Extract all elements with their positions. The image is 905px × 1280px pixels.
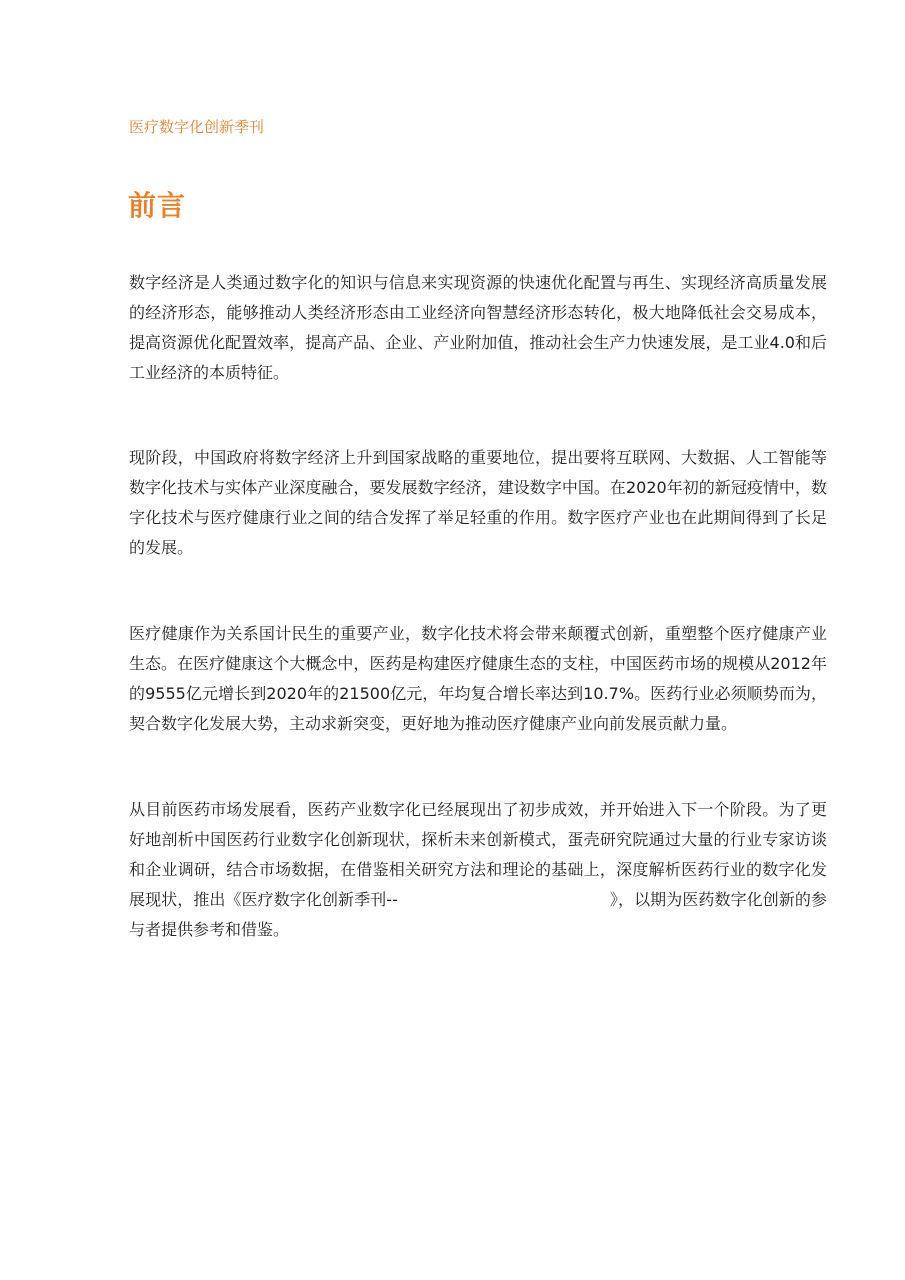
- section-title: 前言: [128, 189, 187, 222]
- paragraph-block-3: [129, 619, 827, 739]
- paragraph-text-before-gap: 从目前医药市场发展看，医药产业数字化已经展现出了初步成效，并开始进入下一个阶段。为了更好地剖析中国医药行业数字化创新现状，探析未来创新模式，蛋壳研究院通过大量的行业专家访谈和企业调研，结合市场数据，在借鉴相关研究方法和理论的基础上，深度解析医药行业的数字化发展现状，推出《医疗数字化创新季刊--: [129, 800, 827, 909]
- paragraph-block-2: [129, 443, 827, 563]
- paragraph: 医疗健康作为关系国计民生的重要产业，数字化技术将会带来颠覆式创新，重塑整个医疗健康产业生态。在医疗健康这个大概念中，医药是构建医疗健康生态的支柱，中国医药市场的规模从2012年的9555亿元增长到2020年的21500亿元，年均复合增长率达到10.7%。医药行业必须顺势而为，契合数字化发展大势，主动求新突变，更好地为推动医疗健康产业向前发展贡献力量。: [129, 624, 827, 733]
- paragraph-block-1: [129, 268, 827, 388]
- paragraph: [129, 795, 827, 945]
- paragraph-text-after-gap: 》，以期为医药数字化创新的参与者提供参考和借鉴。: [129, 890, 827, 939]
- paragraph: 现阶段，中国政府将数字经济上升到国家战略的重要地位，提出要将互联网、大数据、人工智能等数字化技术与实体产业深度融合，要发展数字经济，建设数字中国。在2020年初的新冠疫情中，数字化技术与医疗健康行业之间的结合发挥了举足轻重的作用。数字医疗产业也在此期间得到了长足的发展。: [129, 448, 827, 557]
- running-header: 医疗数字化创新季刊: [129, 118, 265, 136]
- paragraph-block-4: [129, 795, 827, 945]
- paragraph: 数字经济是人类通过数字化的知识与信息来实现资源的快速优化配置与再生、实现经济高质量发展的经济形态，能够推动人类经济形态由工业经济向智慧经济形态转化，极大地降低社会交易成本，提高资源优化配置效率，提高产品、企业、产业附加值，推动社会生产力快速发展，是工业4.0和后工业经济的本质特征。: [129, 273, 827, 382]
